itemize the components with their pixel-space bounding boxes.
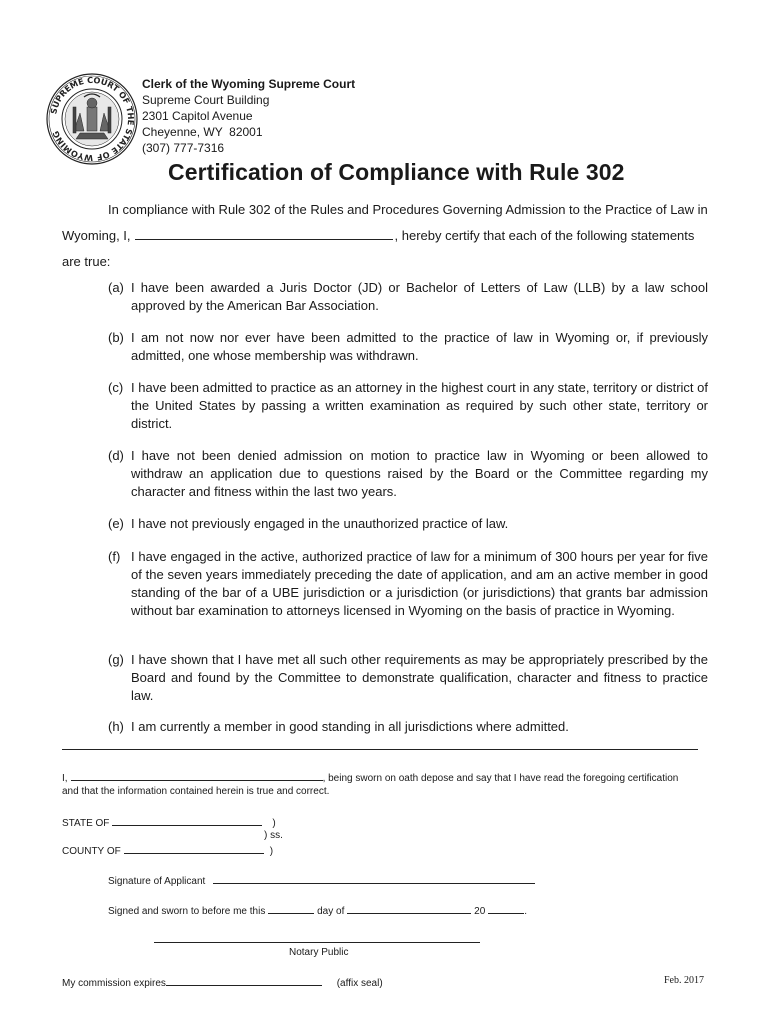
county-of-label: COUNTY OF — [62, 846, 121, 857]
applicant-signature-field[interactable] — [213, 873, 535, 884]
svg-text:SUPREME COURT OF THE STATE OF: SUPREME COURT OF THE STATE OF WYOMING — [48, 74, 137, 164]
section-divider — [62, 749, 698, 750]
clerk-name: Clerk of the Wyoming Supreme Court — [142, 77, 356, 91]
applicant-signature-label: Signature of Applicant — [108, 876, 206, 887]
sworn-year-field[interactable] — [488, 903, 524, 914]
clerk-city: Cheyenne, WY 82001 — [142, 125, 263, 139]
item-label: (b) — [108, 330, 124, 345]
sworn-month-field[interactable] — [347, 903, 471, 914]
oath-prefix: I, — [62, 773, 68, 784]
county-of-row — [62, 843, 273, 859]
item-label: (e) — [108, 516, 124, 531]
oath-line-2: and that the information contained herein is true and correct. — [62, 786, 330, 797]
clerk-building: Supreme Court Building — [142, 93, 270, 107]
intro-suffix: , hereby certify that each of the following statements — [394, 228, 695, 243]
statement-item-a — [108, 279, 708, 315]
statement-item-g — [108, 651, 708, 705]
state-of-label: STATE OF — [62, 818, 110, 829]
sworn-label: Signed and sworn to before me this — [108, 906, 266, 917]
statement-item-c — [108, 379, 708, 433]
state-of-row — [62, 815, 276, 831]
commission-expires-field[interactable] — [166, 975, 322, 986]
document-title: Certification of Compliance with Rule 302 — [168, 159, 625, 185]
item-text: I have engaged in the active, authorized practice of law for a minimum of 300 hours per year for five of the seven years immediately preceding the date of application, and am an active member in good standing of the bar of a UBE jurisdiction or a jurisdiction (or jurisdictions) that grants bar admission without bar examination to attorneys licensed in Wyoming on the basis of practice in Wyoming. — [131, 549, 708, 618]
item-label: (d) — [108, 448, 124, 463]
clerk-phone: (307) 777-7316 — [142, 141, 225, 155]
clerk-address-block — [142, 76, 355, 156]
intro-line-2 — [62, 228, 708, 243]
day-of-label: day of — [317, 906, 345, 917]
item-text: I have been admitted to practice as an attorney in the highest court in any state, territory or district of the United States by passing a written examination as required by such other state, territory or district. — [131, 380, 708, 431]
state-seal-logo — [46, 73, 138, 165]
item-text: I have not been denied admission on motion to practice law in Wyoming or been allowed to withdraw an application due to questions raised by the Board or the Committee regarding my character and fitness within the last two years. — [131, 448, 708, 499]
clerk-street: 2301 Capitol Avenue — [142, 109, 253, 123]
item-label: (g) — [108, 652, 124, 667]
sworn-day-field[interactable] — [268, 903, 314, 914]
item-text: I am not now nor ever have been admitted to the practice of law in Wyoming or, if previously admitted, one whose membership was withdrawn. — [131, 330, 708, 363]
statement-item-f — [108, 548, 708, 620]
commission-row — [62, 975, 383, 991]
item-label: (h) — [108, 719, 124, 734]
revision-date: Feb. 2017 — [664, 975, 704, 986]
affix-seal-label: (affix seal) — [336, 978, 383, 989]
state-of-field[interactable] — [112, 815, 262, 826]
oath-line-1 — [62, 770, 678, 786]
venue-paren-2: ) — [269, 846, 274, 857]
item-label: (c) — [108, 380, 124, 395]
year-label: 20 — [474, 906, 486, 917]
sworn-period: . — [524, 906, 528, 917]
county-of-field[interactable] — [124, 843, 264, 854]
venue-paren-1: ) — [272, 818, 276, 829]
item-text: I am currently a member in good standing in all jurisdictions where admitted. — [131, 719, 569, 734]
applicant-name-field[interactable] — [135, 228, 393, 240]
item-label: (f) — [108, 549, 121, 564]
intro-line-3: are true: — [62, 254, 111, 269]
applicant-signature-row — [108, 873, 535, 889]
statement-item-e — [108, 515, 708, 533]
intro-prefix: Wyoming, I, — [62, 228, 131, 243]
notary-public-label: Notary Public — [289, 947, 349, 958]
statement-item-d — [108, 447, 708, 501]
item-label: (a) — [108, 280, 124, 295]
statement-item-h — [108, 718, 708, 736]
statement-item-b — [108, 329, 708, 365]
commission-label: My commission expires — [62, 978, 166, 989]
item-text: I have been awarded a Juris Doctor (JD) or Bachelor of Letters of Law (LLB) by a law school approved by the American Bar Association. — [131, 280, 708, 313]
sworn-row — [108, 903, 527, 919]
oath-suffix: , being sworn on oath depose and say that I have read the foregoing certification — [322, 773, 679, 784]
item-text: I have not previously engaged in the unauthorized practice of law. — [131, 516, 509, 531]
notary-signature-field[interactable] — [154, 942, 480, 943]
item-text: I have shown that I have met all such other requirements as may be appropriately prescribed by the Board and found by the Committee to demonstrate qualification, character and fitness to practice law. — [131, 652, 708, 703]
intro-line-1: In compliance with Rule 302 of the Rules and Procedures Governing Admission to the Practice of Law in — [108, 202, 708, 217]
venue-ss: ) ss. — [264, 830, 283, 841]
oath-name-field[interactable] — [71, 770, 323, 781]
